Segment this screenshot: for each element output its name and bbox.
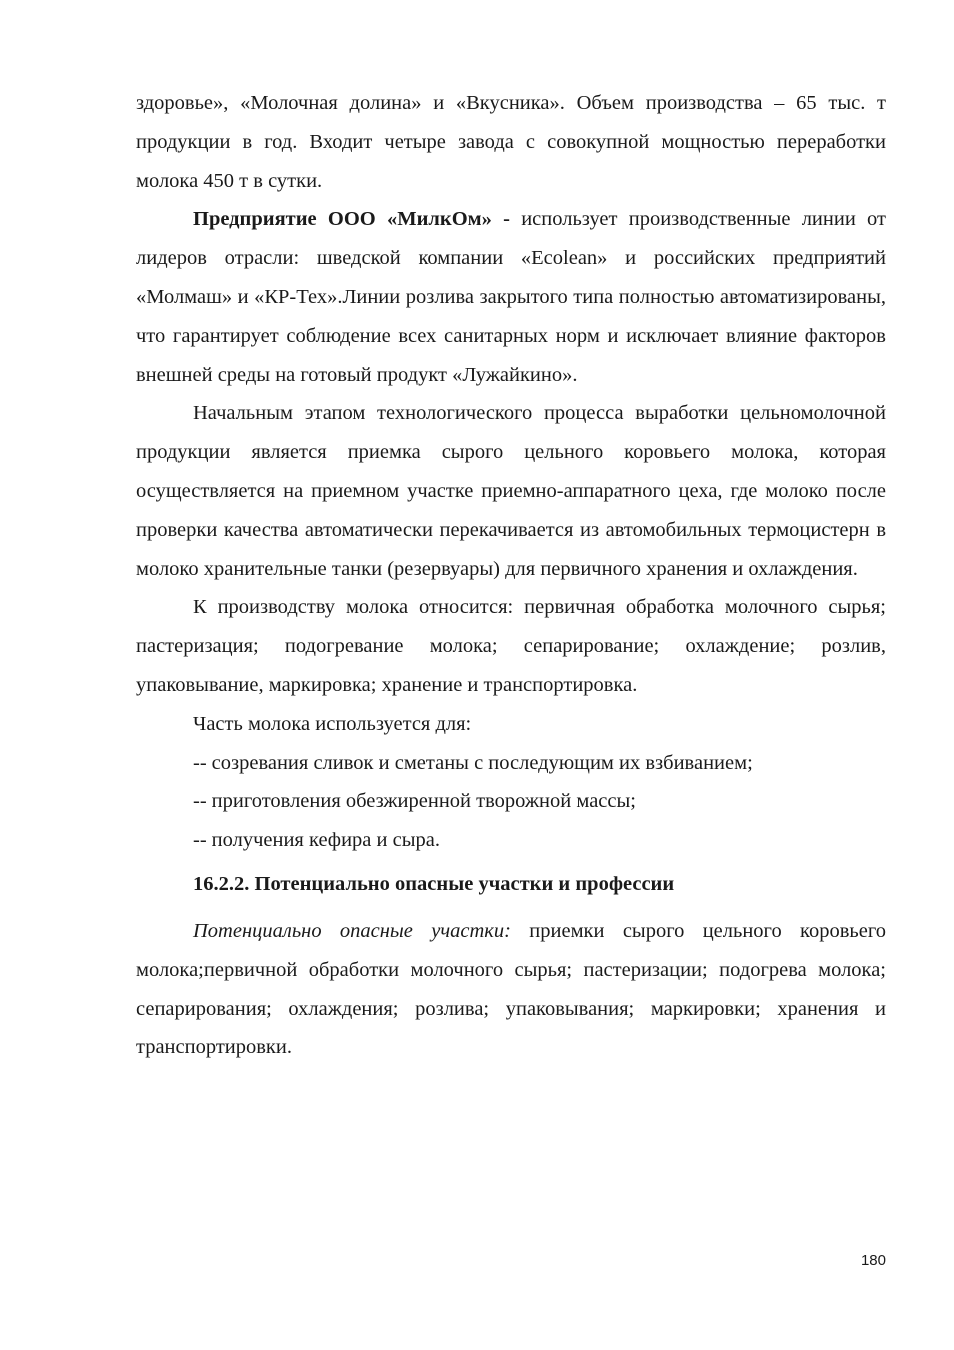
page-number: 180 bbox=[860, 1252, 886, 1269]
paragraph-hazard-areas bbox=[136, 912, 886, 1067]
paragraph-production: К производству молока относится: первичная обработка молочного сырья; пастеризация; подогревание молока; сепарирование; охлаждение; розлив, упаковывание, маркировка; хранение и транспортировка. bbox=[136, 596, 886, 696]
list-marker: -- bbox=[193, 829, 207, 852]
list-marker: -- bbox=[193, 790, 207, 813]
hazard-areas-text: приемки сырого цельного коровьего молока;первичной обработки молочного сырья; пастеризации; подогрева молока; сепарирования; охлаждения; розлива; упаковывания; маркировки; хранения и транспортировки. bbox=[136, 919, 886, 1059]
section-heading: 16.2.2. Потенциально опасные участки и профессии bbox=[193, 872, 675, 895]
paragraph-process: Начальным этапом технологического процесса выработки цельномолочной продукции является приемка сырого цельного коровьего молока, которая осуществляется на приемном участке приемно-аппаратного цеха, где молоко после проверки качества автоматически перекачивается из автомобильных термоцистерн в молоко хранительные танки (резервуары) для первичного хранения и охлаждения. bbox=[136, 402, 886, 580]
body-text bbox=[136, 84, 886, 1067]
hazard-areas-label: Потенциально опасные участки: bbox=[193, 919, 511, 942]
paragraph-usage: Часть молока используется для: bbox=[193, 712, 472, 735]
list-item: -- созревания сливок и сметаны с последующим их взбиванием; bbox=[136, 744, 886, 783]
list-item: -- приготовления обезжиренной творожной массы; bbox=[136, 782, 886, 821]
list-item: -- получения кефира и сыра. bbox=[136, 821, 886, 860]
paragraph-milkom bbox=[136, 200, 886, 394]
paragraph-milkom-text: использует производственные линии от лидеров отрасли: шведской компании «Ecolean» и российских предприятий «Молмаш» и «КР-Тех».Линии розлива закрытого типа полностью автоматизированы, что гарантирует соблюдение всех санитарных норм и исключает влияние факторов внешней среды на готовый продукт «Лужайкино». bbox=[136, 208, 886, 386]
list-marker: -- bbox=[193, 751, 207, 774]
company-name: Предприятие ООО «МилкОм» - bbox=[193, 208, 522, 231]
paragraph-intro: здоровье», «Молочная долина» и «Вкусника». Объем производства – 65 тыс. т продукции в год. Входит четыре завода с совокупной мощностью переработки молока 450 т в сутки. bbox=[136, 92, 886, 192]
